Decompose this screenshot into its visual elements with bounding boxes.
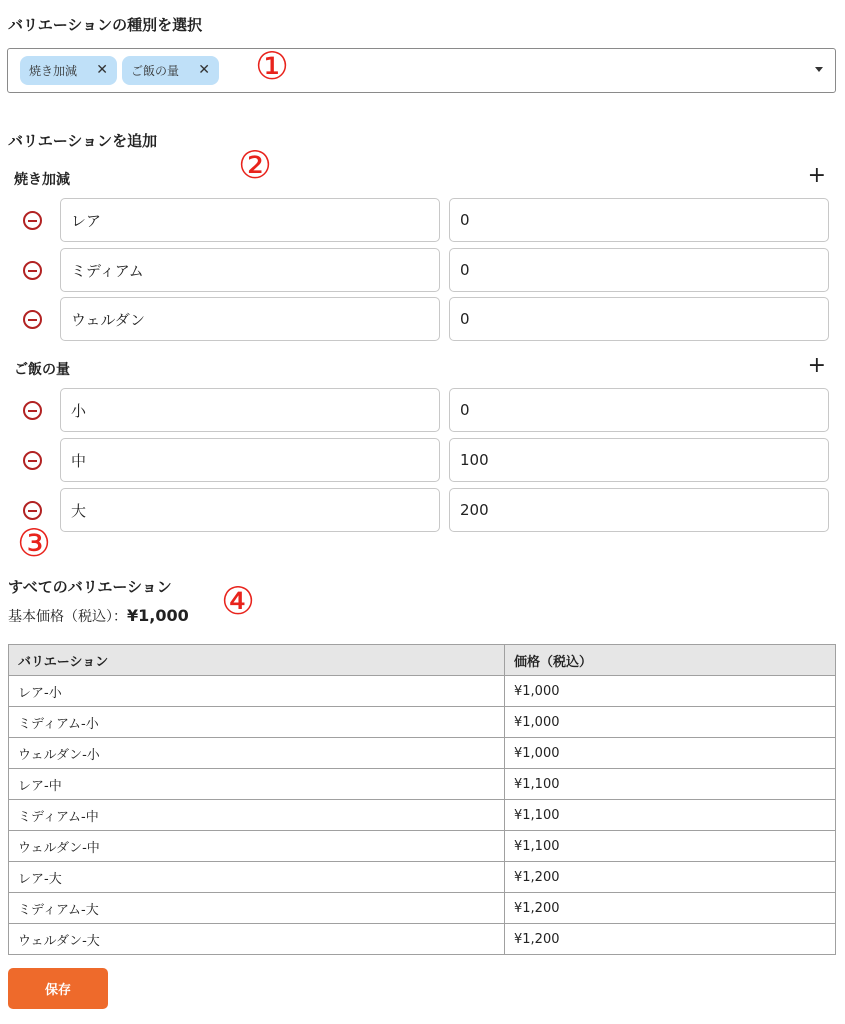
price-cell: ¥1,000 xyxy=(505,707,836,738)
group-title-yakikagen: 焼き加減 xyxy=(14,172,70,188)
price-cell: ¥1,000 xyxy=(505,738,836,769)
variation-cell: ミディアム-大 xyxy=(9,893,505,924)
minus-circle-icon[interactable] xyxy=(23,310,42,329)
table-row xyxy=(9,862,836,893)
minus-circle-icon[interactable] xyxy=(23,501,42,520)
price-cell: ¥1,200 xyxy=(505,924,836,955)
variation-cell: ウェルダン-中 xyxy=(9,831,505,862)
variation-price-input[interactable]: 0 xyxy=(449,388,829,432)
all-section-title: すべてのバリエーション xyxy=(8,578,172,596)
variations-table xyxy=(8,644,836,955)
save-button[interactable]: 保存 xyxy=(8,968,108,1009)
add-section-title: バリエーションを追加 xyxy=(8,132,158,150)
variation-price-input[interactable]: 200 xyxy=(449,488,829,532)
variation-cell: レア-大 xyxy=(9,862,505,893)
variation-name-input[interactable]: 大 xyxy=(60,488,440,532)
price-cell: ¥1,100 xyxy=(505,800,836,831)
variation-type-select[interactable] xyxy=(7,44,836,93)
variation-cell: ミディアム-中 xyxy=(9,800,505,831)
price-cell: ¥1,200 xyxy=(505,893,836,924)
table-row xyxy=(9,924,836,955)
annotation-3: ③ xyxy=(17,521,52,565)
group-title-gohan-ryo: ご飯の量 xyxy=(14,362,70,378)
column-header-variation: バリエーション xyxy=(9,645,505,676)
table-row xyxy=(9,831,836,862)
price-cell: ¥1,000 xyxy=(505,676,836,707)
variation-cell: ウェルダン-小 xyxy=(9,738,505,769)
price-cell: ¥1,200 xyxy=(505,862,836,893)
close-icon[interactable]: ✕ xyxy=(96,62,108,78)
chip-yakikagen xyxy=(20,56,117,85)
variation-name-input[interactable]: 中 xyxy=(60,438,440,482)
variation-name-input[interactable]: レア xyxy=(60,198,440,242)
variation-cell: レア-中 xyxy=(9,769,505,800)
chip-gohan-ryo xyxy=(122,56,219,85)
variation-cell: ウェルダン-大 xyxy=(9,924,505,955)
base-price-value: ¥1,000 xyxy=(127,606,189,625)
table-row xyxy=(9,800,836,831)
minus-circle-icon[interactable] xyxy=(23,261,42,280)
minus-circle-icon[interactable] xyxy=(23,451,42,470)
price-cell: ¥1,100 xyxy=(505,831,836,862)
column-header-price: 価格（税込） xyxy=(505,645,836,676)
table-header-row xyxy=(9,645,836,676)
minus-circle-icon[interactable] xyxy=(23,401,42,420)
table-row xyxy=(9,769,836,800)
annotation-4: ④ xyxy=(221,579,256,623)
annotation-1: ① xyxy=(255,44,290,88)
select-section-title: バリエーションの種別を選択 xyxy=(8,16,203,34)
chip-label: 焼き加減 xyxy=(29,64,78,78)
table-row xyxy=(9,738,836,769)
chip-label: ご飯の量 xyxy=(131,64,180,78)
base-price xyxy=(8,606,189,626)
variation-price-input[interactable]: 0 xyxy=(449,198,829,242)
base-price-label: 基本価格（税込）： xyxy=(8,609,127,625)
plus-icon[interactable]: + xyxy=(807,163,826,188)
table-row xyxy=(9,676,836,707)
table-row xyxy=(9,707,836,738)
variation-price-input[interactable]: 0 xyxy=(449,297,829,341)
plus-icon[interactable]: + xyxy=(807,353,826,378)
close-icon[interactable]: ✕ xyxy=(198,62,210,78)
variation-name-input[interactable]: 小 xyxy=(60,388,440,432)
variation-cell: レア-小 xyxy=(9,676,505,707)
variation-price-input[interactable]: 100 xyxy=(449,438,829,482)
variation-name-input[interactable]: ミディアム xyxy=(60,248,440,292)
price-cell: ¥1,100 xyxy=(505,769,836,800)
annotation-2: ② xyxy=(238,143,273,187)
minus-circle-icon[interactable] xyxy=(23,211,42,230)
variation-cell: ミディアム-小 xyxy=(9,707,505,738)
chevron-down-icon[interactable] xyxy=(815,67,823,72)
variation-name-input[interactable]: ウェルダン xyxy=(60,297,440,341)
variation-price-input[interactable]: 0 xyxy=(449,248,829,292)
table-row xyxy=(9,893,836,924)
